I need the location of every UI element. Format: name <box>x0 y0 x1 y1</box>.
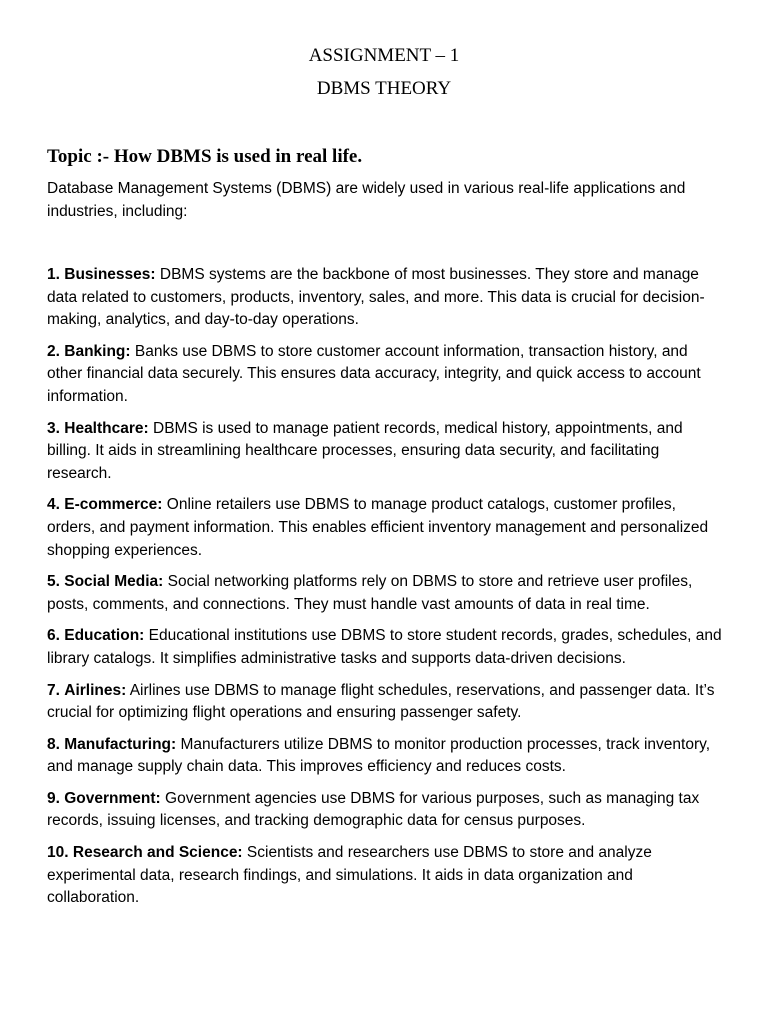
item-heading: E-commerce: <box>64 496 163 514</box>
item-number: 7. <box>47 681 60 699</box>
item-heading: Healthcare: <box>64 419 149 437</box>
item-heading: Research and Science: <box>72 844 243 862</box>
item-heading: Education: <box>64 627 145 645</box>
list-item <box>47 680 727 725</box>
list-item <box>47 571 727 616</box>
item-number: 8. <box>47 735 60 753</box>
item-number: 3. <box>47 419 60 437</box>
list-item <box>47 788 727 833</box>
item-number: 4. <box>47 496 60 514</box>
item-text: Scientists and researchers use DBMS to store and analyze experimental data, research findings, and simulations. It aids in data organization and collaboration. <box>47 844 652 907</box>
list-item <box>47 341 727 409</box>
item-text: DBMS is used to manage patient records, medical history, appointments, and billing. It aids in streamlining healthcare processes, ensuring data security, and facilitating research. <box>47 419 683 482</box>
item-text: Airlines use DBMS to manage flight schedules, reservations, and passenger data. It’s crucial for optimizing flight operations and ensuring passenger safety. <box>47 681 715 722</box>
item-heading: Banking: <box>64 342 131 360</box>
item-heading: Businesses: <box>64 266 156 283</box>
item-number: 6. <box>47 627 60 645</box>
document-title: ASSIGNMENT – 1 <box>308 45 460 66</box>
item-number: 10. <box>47 844 69 862</box>
item-number: 1. <box>47 266 60 283</box>
list-item <box>47 418 727 486</box>
list-item <box>47 625 727 670</box>
item-text: Social networking platforms rely on DBMS to store and retrieve user profiles, posts, comments, and connections. They must handle vast amounts of data in real time. <box>47 573 693 613</box>
item-heading: Airlines: <box>64 681 127 699</box>
item-text: Government agencies use DBMS for various purposes, such as managing tax records, issuing licenses, and tracking demographic data for census purposes. <box>47 789 700 830</box>
document-subtitle: DBMS THEORY <box>316 78 452 99</box>
item-text: Banks use DBMS to store customer account information, transaction history, and other financial data securely. This ensures data accuracy, integrity, and quick access to account information. <box>47 342 701 405</box>
item-heading: Manufacturing: <box>64 735 177 753</box>
list-item <box>47 494 727 562</box>
usage-list <box>47 264 727 919</box>
topic-heading: Topic :- How DBMS is used in real life. <box>47 146 363 167</box>
item-number: 9. <box>47 789 60 807</box>
item-text: Online retailers use DBMS to manage product catalogs, customer profiles, orders, and payment information. This enables efficient inventory management and personalized shopping experiences. <box>47 496 709 559</box>
list-item <box>47 842 727 910</box>
item-number: 5. <box>47 573 60 591</box>
item-heading: Social Media: <box>64 573 164 591</box>
list-item <box>47 264 727 332</box>
intro-paragraph: Database Management Systems (DBMS) are widely used in various real-life applications and industries, including: <box>47 180 686 220</box>
item-heading: Government: <box>64 789 161 807</box>
list-item <box>47 734 727 779</box>
item-text: Manufacturers utilize DBMS to monitor production processes, track inventory, and manage supply chain data. This improves efficiency and reduces costs. <box>47 735 711 776</box>
item-number: 2. <box>47 342 60 360</box>
item-text: Educational institutions use DBMS to store student records, grades, schedules, and library catalogs. It simplifies administrative tasks and supports data-driven decisions. <box>47 627 722 667</box>
item-text: DBMS systems are the backbone of most businesses. They store and manage data related to customers, products, inventory, sales, and more. This data is crucial for decision-making, analytics, and day-to-day operations. <box>47 266 705 329</box>
